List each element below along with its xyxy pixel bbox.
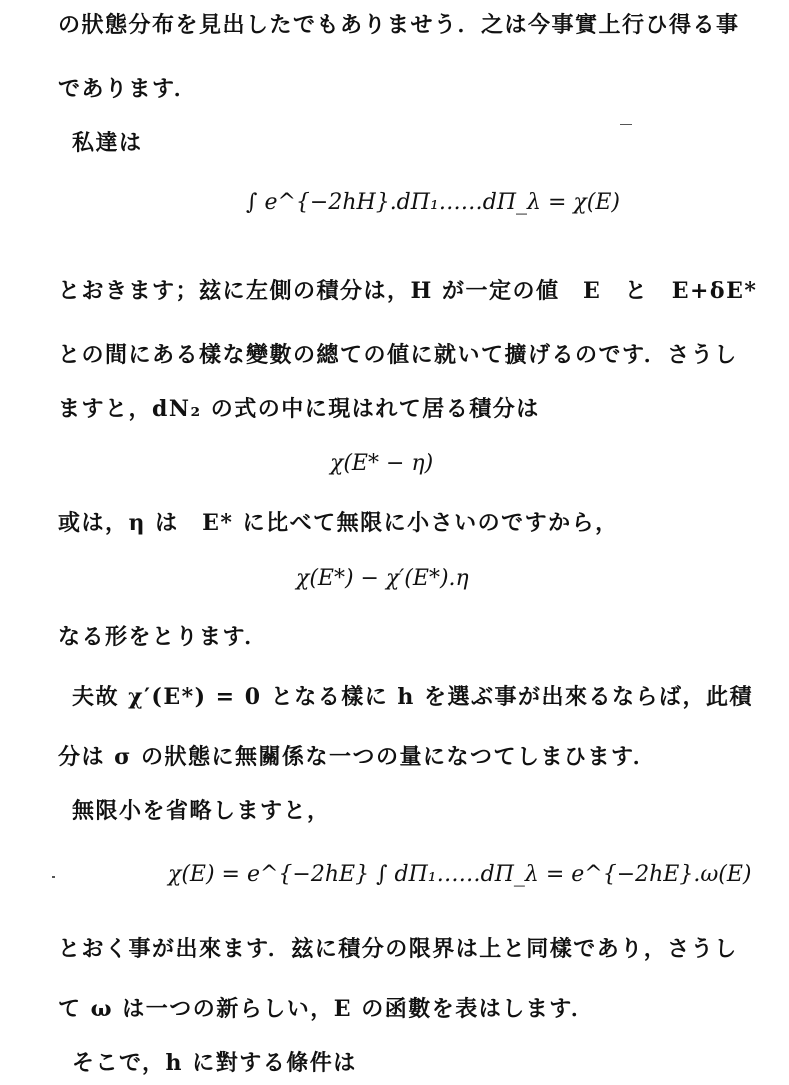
- text-line-7: 或は，η は E* に比べて無限に小さいのですから，: [58, 510, 619, 536]
- equation-1: ∫ e^{−2hH}.dΠ₁……dΠ_λ = χ(E): [246, 190, 620, 215]
- scan-speck: [52, 876, 55, 878]
- equation-4: χ(E) = e^{−2hE} ∫ dΠ₁……dΠ_λ = e^{−2hE}.ω(E): [168, 862, 752, 887]
- equation-2: χ(E* − η): [330, 451, 434, 476]
- text-line-13: て ω は一つの新らしい，E の函數を表はします．: [58, 996, 595, 1022]
- scan-speck: [620, 124, 632, 125]
- text-line-11: 無限小を省略しますと，: [72, 798, 331, 824]
- text-line-3: 私達は: [72, 130, 143, 156]
- text-line-8: なる形をとります．: [58, 624, 268, 650]
- text-line-4: とおきます；玆に左側の積分は，H が一定の値 E と E+δE*: [58, 278, 758, 304]
- text-line-6: ますと，dN₂ の式の中に現はれて居る積分は: [58, 396, 540, 422]
- text-line-2: であります．: [58, 76, 198, 102]
- text-line-5: との間にある樣な變數の總ての値に就いて擴げるのです．さうし: [58, 342, 738, 368]
- equation-3: χ(E*) − χ′(E*).η: [296, 566, 469, 591]
- text-line-9: 夫故 χ′(E*) = 0 となる樣に h を選ぶ事が出來るならば，此積: [72, 684, 754, 710]
- text-line-12: とおく事が出來ます．玆に積分の限界は上と同樣であり，さうし: [58, 936, 738, 962]
- text-line-10: 分は σ の狀態に無關係な一つの量になつてしまひます．: [58, 744, 657, 770]
- text-line-1: の狀態分布を見出したでもありませう．之は今事實上行ひ得る事: [58, 12, 740, 38]
- text-line-14: そこで，h に對する條件は: [72, 1050, 357, 1076]
